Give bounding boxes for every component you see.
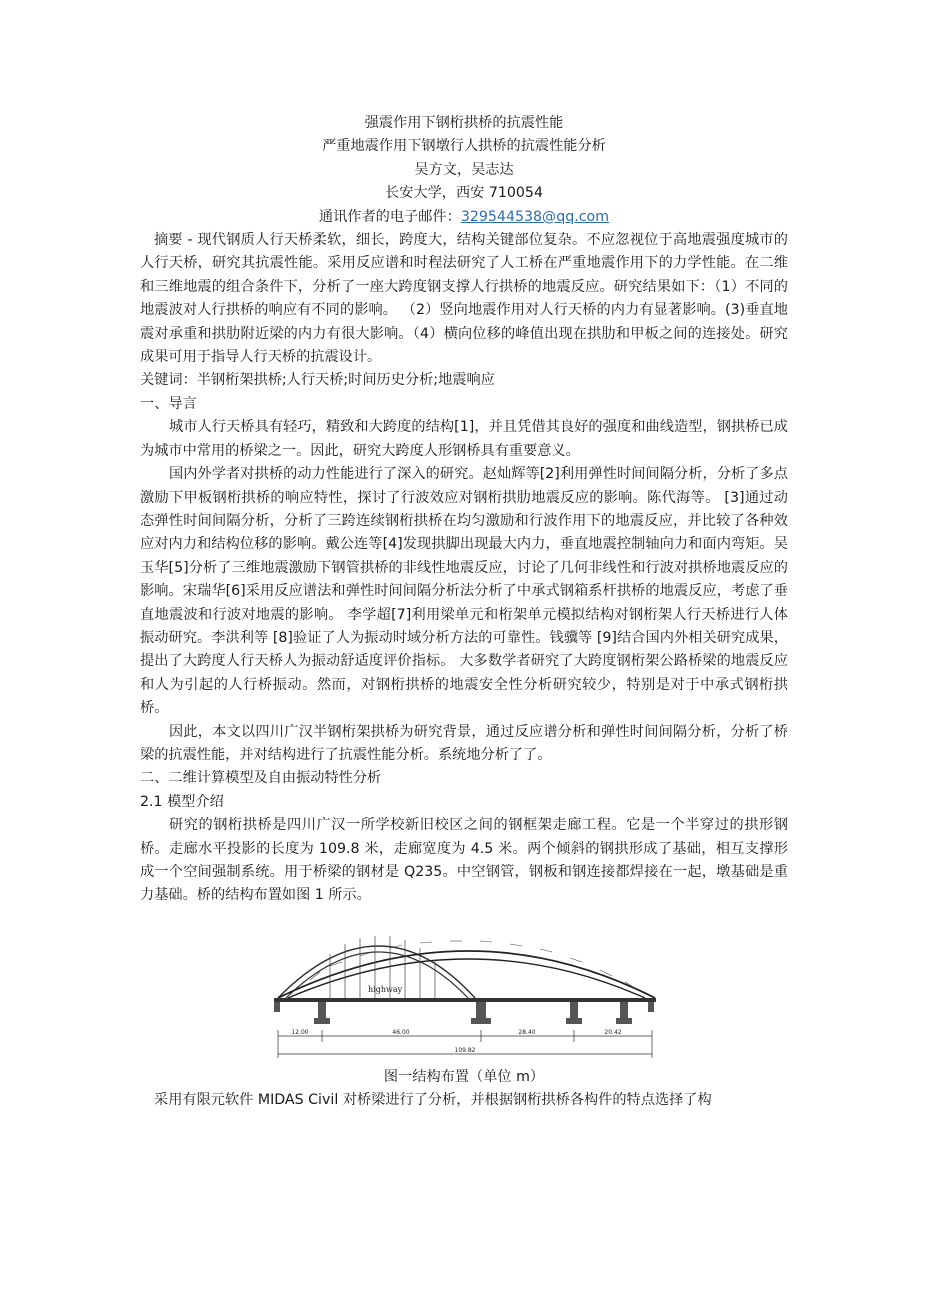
deck-label: highway [368, 984, 403, 994]
authors: 吴方文，吴志达 [414, 161, 514, 178]
section-1-paragraph: 因此，本文以四川广汉半钢桁架拱桥为研究背景，通过反应谱分析和弹性时间间隔分析，分析了桥梁的抗震性能，并对结构进行了抗震性能分析。系统地分析了了。 [140, 723, 788, 763]
truss-arch-bottom [288, 959, 645, 998]
piers [274, 1002, 654, 1024]
section-1-paragraph: 国内外学者对拱桥的动力性能进行了深入的研究。赵灿辉等[2]利用弹性时间间隔分析，分析了多点激励下甲板钢桁拱桥的响应特性，探讨了行波效应对钢桁拱肋地震反应的影响。陈代海等。 [3]通过动态弹性时间间隔分析，分析了三跨连续钢桁拱桥在均匀激励和行波作用下的地震反应，并比较了各种效应对内力和结构位移的影响。戴公连等[4]发现拱脚出现最大内力，垂直地震控制轴向力和面内弯矩。吴玉华[5]分析了三维地震激励下钢管拱桥的非线性地震反应，讨论了几何非线性和行波对拱桥地震反应的影响。宋瑞华[6]采用反应谱法和弹性时间间隔分析法分析了中承式钢箱系杆拱桥的地震反应，考虑了垂直地震波和行波对地震的影响。 李学超[7]利用梁单元和桁架单元模拟结构对钢桁架人行天桥进行人体振动研究。李洪利等 [8]验证了人为振动时域分析方法的可靠性。钱骥等 [9]结合国内外相关研究成果，提出了大跨度人行天桥人为振动舒适度评价指标。 大多数学者研究了大跨度钢桁架公路桥梁的地震反应和人为引起的人行桥振动。然而，对钢桁拱桥的地震安全性分析研究较少，特别是对于中承式钢桁拱桥。 [140, 466, 788, 717]
paper-subtitle: 严重地震作用下钢墩行人拱桥的抗震性能分析 [322, 138, 606, 155]
bridge-structure-figure [270, 914, 658, 1064]
section-2-1-heading: 2.1 模型介绍 [140, 793, 224, 810]
section-1-heading: 一、导言 [140, 395, 197, 412]
truss-arch-top [278, 951, 655, 998]
section-1-paragraph: 城市人行天桥具有轻巧，精致和大跨度的结构[1]，并且凭借其良好的强度和曲线造型，钢拱桥已成为城市中常用的桥梁之一。因此，研究大跨度人形钢桥具有重要意义。 [140, 419, 788, 459]
email-link[interactable]: 329544538@qq.com [460, 208, 610, 225]
email-label: 通讯作者的电子邮件： [318, 208, 461, 225]
keywords: 关键词：半钢桁架拱桥;人行天桥;时间历史分析;地震响应 [140, 372, 495, 389]
paper-page [140, 112, 788, 1113]
figure-1 [140, 914, 788, 1066]
affiliation: 长安大学，西安 710054 [385, 185, 543, 202]
abstract: 摘要 - 现代钢质人行天桥柔软，细长，跨度大，结构关键部位复杂。不应忽视位于高地震强度城市的人行天桥，研究其抗震性能。采用反应谱和时程法研究了人工桥在严重地震作用下的力学性能。在二维和三维地震的组合条件下，分析了一座大跨度钢支撑人行拱桥的地震反应。研究结果如下：（1）不同的地震波对人行拱桥的响应有不同的影响。 （2）竖向地震作用对人行天桥的内力有显著影响。(3)垂直地震对承重和拱肋附近梁的内力有很大影响。（4）横向位移的峰值出现在拱肋和甲板之间的连接处。研究成果可用于指导人行天桥的抗震设计。 [140, 232, 788, 366]
dim-label: 20.42 [604, 1028, 622, 1036]
dim-total-label: 109.82 [454, 1046, 476, 1054]
section-2-1-paragraph: 采用有限元软件 MIDAS Civil 对桥梁进行了分析，并根据钢桁拱桥各构件的特点选择了构 [154, 1092, 712, 1109]
email-line [140, 206, 788, 229]
figure-1-caption: 图一结构布置（单位 m） [383, 1068, 545, 1085]
deck [274, 998, 656, 1002]
dim-label: 46.00 [392, 1028, 410, 1036]
dim-label: 12.00 [291, 1028, 309, 1036]
section-2-heading: 二、二维计算模型及自由振动特性分析 [140, 770, 382, 787]
dim-label: 28.40 [518, 1028, 536, 1036]
section-2-1-paragraph: 研究的钢桁拱桥是四川广汉一所学校新旧校区之间的钢框架走廊工程。它是一个半穿过的拱形钢桥。走廊水平投影的长度为 109.8 米，走廊宽度为 4.5 米。两个倾斜的钢拱形成了基础，相互支撑形成一个空间强制系统。用于桥梁的钢材是 Q235。中空钢管，钢板和钢连接都焊接在一起，墩基础是重力基础。桥的结构布置如图 1 所示。 [140, 817, 788, 904]
paper-title: 强震作用下钢桁拱桥的抗震性能 [364, 115, 564, 131]
